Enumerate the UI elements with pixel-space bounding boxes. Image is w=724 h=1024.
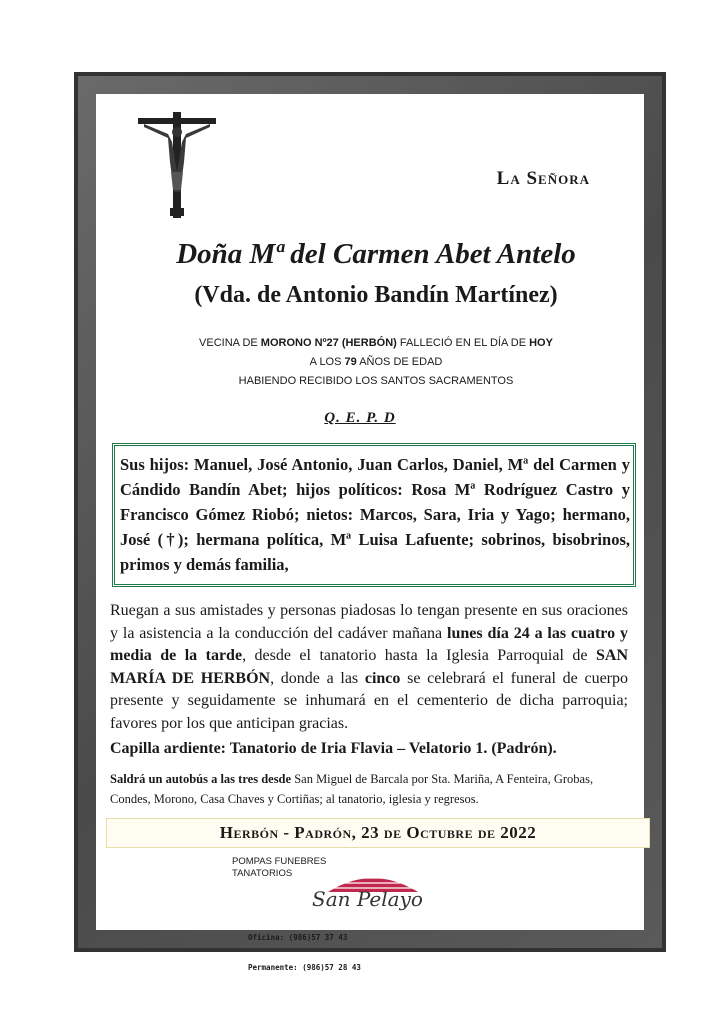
ceremony-part-3: , donde a las — [270, 669, 365, 687]
info-line-1 — [100, 334, 652, 353]
info-line-1-pre: VECINA DE — [199, 337, 261, 349]
funeral-home-line-1: POMPAS FUNEBRES — [232, 856, 327, 867]
title-la-senora: La Señora — [496, 168, 590, 189]
ceremony-part-1: Ruegan a sus amistades y personas piadosas lo tengan presente en sus oraciones y la asistencia a la conducción del cadáver mañana — [110, 602, 628, 642]
info-day: HOY — [529, 337, 553, 349]
phone-permanent-label: Permanente: — [248, 963, 298, 972]
death-info — [100, 334, 652, 391]
qepd: Q. E. P. D — [324, 410, 396, 426]
info-line-2 — [100, 353, 652, 372]
ceremony-text — [110, 600, 628, 735]
family-text: Sus hijos: Manuel, José Antonio, Juan Carlos, Daniel, Mª del Carmen y Cándido Bandín Abet; hijos políticos: Rosa Mª Rodríguez Castro y Francisco Gómez Riobó; nietos: Marcos, Sara, Iria y Yago; hermano, José (†); hermana política, Mª Luisa Lafuente; sobrinos, bisobrinos, primos y demás familia, — [120, 455, 630, 574]
info-age: 79 — [344, 356, 357, 368]
ceremony-time: lunes día 24 a las cuatro y media de la tarde — [110, 624, 628, 664]
phone-office: (986)57 37 43 — [288, 933, 348, 942]
crucifix-icon — [138, 112, 216, 218]
funeral-home-line-2: TANATORIOS — [232, 868, 293, 879]
logo-text: San Pelayo — [312, 887, 423, 911]
ceremony-hour: cinco — [364, 669, 401, 687]
info-line-2-post: AÑOS DE EDAD — [356, 356, 443, 368]
ceremony-church: SAN MARÍA DE HERBÓN — [110, 647, 628, 687]
date-line: Herbón - Padrón, 23 de Octubre de 2022 — [219, 823, 537, 842]
bus-info — [110, 769, 630, 809]
info-place: MORONO Nº27 (HERBÓN) — [260, 337, 397, 349]
info-line-1-mid: FALLECIÓ EN EL DÍA DE — [396, 337, 530, 349]
bus-info-rest: San Miguel de Barcala por Sta. Mariña, A Fenteira, Grobas, Condes, Morono, Casa Chaves y Cortiñas; al tanatorio, iglesia y regresos. — [110, 772, 594, 806]
phone-office-label: Oficina: — [248, 933, 285, 942]
bus-info-bold: Saldrá un autobús a las tres desde — [110, 772, 292, 786]
phone-permanent: (986)57 28 43 — [302, 963, 361, 972]
deceased-name: Doña Mª del Carmen Abet Antelo — [176, 238, 576, 270]
info-line-3: HABIENDO RECIBIDO LOS SANTOS SACRAMENTOS — [238, 375, 514, 387]
ceremony-part-4: se celebrará el funeral de cuerpo presente y seguidamente se inhumará en el cementerio de dicha parroquia; favores por los que anticipan gracias. — [110, 669, 628, 732]
chapel-info: Capilla ardiente: Tanatorio de Iria Flavia – Velatorio 1. (Padrón). — [110, 740, 557, 757]
widow-of: (Vda. de Antonio Bandín Martínez) — [194, 282, 558, 308]
contact-phones — [248, 913, 361, 983]
info-line-2-pre: A LOS — [309, 356, 345, 368]
phone-office-row — [248, 933, 361, 943]
ceremony-part-2: , desde el tanatorio hasta la Iglesia Parroquial de — [242, 647, 596, 664]
phone-permanent-row — [248, 963, 361, 973]
